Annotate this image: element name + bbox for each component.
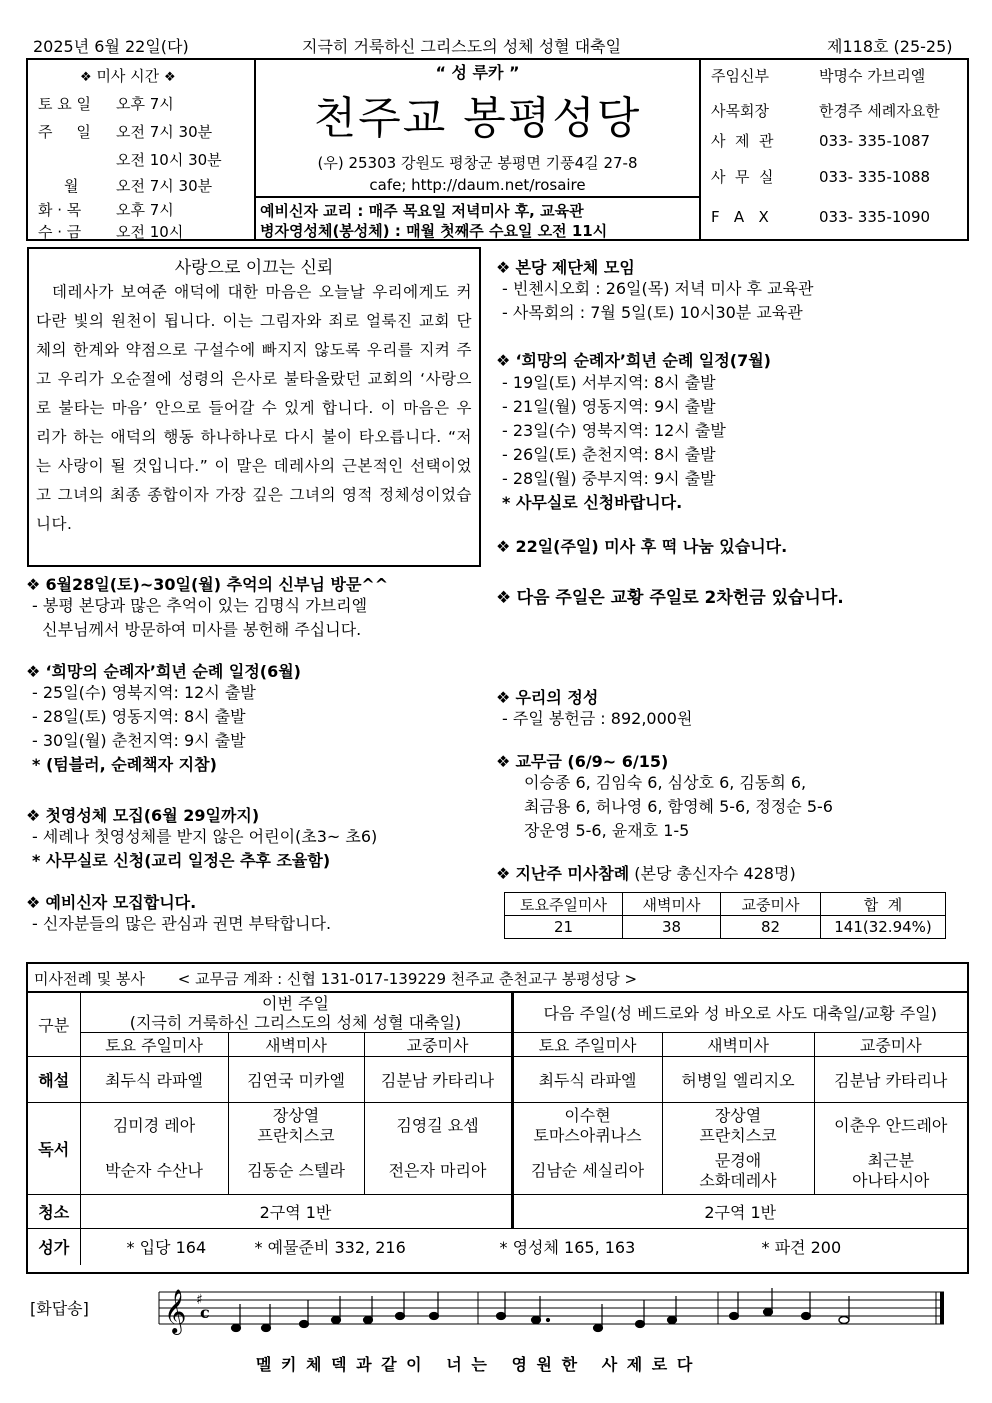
reflection-title: 사랑으로 이끄는 신뢰 xyxy=(174,258,334,278)
diamond-icon: ❖ xyxy=(496,688,516,707)
table-cell: 최근분 아나타시아 xyxy=(814,1149,967,1195)
contact-row: 사목회장 한경주 세례자요한 xyxy=(711,102,940,120)
notice-line: 이승종 6, 김임숙 6, 심상호 6, 김동희 6, xyxy=(524,773,807,792)
diamond-icon: ❖ xyxy=(80,70,92,85)
table-header: 토요 주일미사 xyxy=(80,1033,228,1057)
notice-title: ❖ ‘희망의 순례자’희년 순례 일정(6월) xyxy=(26,662,301,681)
notice-line: - 25일(수) 영북지역: 12시 출발 xyxy=(32,683,256,702)
table-header: 새벽미사 xyxy=(662,1033,814,1057)
music-staff xyxy=(156,1280,956,1344)
notice-line: - 26일(토) 춘천지역: 8시 출발 xyxy=(502,445,716,464)
mass-row: 오전 10시 30분 xyxy=(116,151,222,169)
diamond-icon: ❖ xyxy=(496,258,516,277)
catechumen-note: 예비신자 교리 : 매주 목요일 저녁미사 후, 교육관 xyxy=(260,202,584,220)
svg-text:♯: ♯ xyxy=(196,1292,203,1308)
issue-number: 제118호 (25-25) xyxy=(827,37,953,56)
notice-line: 신부님께서 방문하여 미사를 봉헌해 주십니다. xyxy=(32,620,362,639)
diamond-icon: ❖ xyxy=(26,575,46,594)
table-cell: 장상열 프란치스코 xyxy=(228,1103,364,1149)
svg-text:𝄞: 𝄞 xyxy=(164,1289,187,1333)
notice-title: ❖ 교무금 (6/9~ 6/15) xyxy=(496,752,669,771)
notice-line: - 19일(토) 서부지역: 8시 출발 xyxy=(502,373,716,392)
diamond-icon: ❖ xyxy=(26,662,46,681)
table-cell: 장상열 프란치스코 xyxy=(662,1103,814,1149)
contacts-panel xyxy=(699,60,969,239)
table-row xyxy=(28,1103,967,1149)
parish-cafe-link[interactable]: cafe; http://daum.net/rosaire xyxy=(369,176,586,194)
notice-title: ❖ 우리의 정성 xyxy=(496,688,599,707)
table-header: 새벽미사 xyxy=(623,893,721,916)
notice-title: ❖ ‘희망의 순례자’희년 순례 일정(7월) xyxy=(496,351,771,370)
table-cell: 2구역 1반 xyxy=(80,1195,512,1229)
header-box xyxy=(26,58,969,241)
table-cell: 2구역 1반 xyxy=(512,1195,967,1229)
parish-address: (우) 25303 강원도 평창군 봉평면 기풍4길 27-8 xyxy=(317,154,638,172)
contact-row: 사 제 관 033- 335-1087 xyxy=(711,132,931,150)
mass-row: 화 · 목 오후 7시 xyxy=(38,201,174,219)
mass-times-panel xyxy=(28,60,256,239)
table-row xyxy=(28,1033,967,1057)
notice-title: ❖ 예비신자 모집합니다. xyxy=(26,893,197,912)
notice-bold-line: * 사무실로 신청(교리 일정은 추후 조율함) xyxy=(32,851,331,870)
table-header: 토요주일미사 xyxy=(505,893,623,916)
notice-line: - 주일 봉헌금 : 892,000원 xyxy=(502,709,693,728)
table-row xyxy=(505,916,946,939)
notice-bold-line: * (텀블러, 순례책자 지참) xyxy=(32,755,217,774)
table-header: 다음 주일(성 베드로와 성 바오로 사도 대축일/교황 주일) xyxy=(512,993,967,1033)
table-cell: 박순자 수산나 xyxy=(80,1149,228,1195)
diamond-icon: ❖ xyxy=(496,537,516,556)
notice-line: - 30일(월) 춘천지역: 9시 출발 xyxy=(32,731,246,750)
table-header: 구분 xyxy=(28,993,80,1057)
mass-row: 토 요 일 오후 7시 xyxy=(38,95,174,113)
parish-name: 천주교 봉평성당 xyxy=(313,93,642,144)
table-header: 교중미사 xyxy=(814,1033,967,1057)
table-cell: 허병일 엘리지오 xyxy=(662,1057,814,1103)
diamond-icon: ❖ xyxy=(496,588,517,608)
notice-line: - 세례나 첫영성체를 받지 않은 어린이(초3~ 초6) xyxy=(32,827,378,846)
notice-line: - 28일(월) 중부지역: 9시 출발 xyxy=(502,469,716,488)
reflection-box xyxy=(27,247,481,567)
table-header: 새벽미사 xyxy=(228,1033,364,1057)
sick-communion-note: 병자영성체(봉성체) : 매월 첫째주 수요일 오전 11시 xyxy=(260,222,608,240)
table-cell: 김연국 미카엘 xyxy=(228,1057,364,1103)
notice-line: - 21일(월) 영동지역: 9시 출발 xyxy=(502,397,716,416)
notice-line: 최금용 6, 허나영 6, 함영혜 5-6, 정정순 5-6 xyxy=(524,797,833,816)
notice-bold-line: * 사무실로 신청바랍니다. xyxy=(502,493,683,512)
notice-line: - 28일(토) 영동지역: 8시 출발 xyxy=(32,707,246,726)
patron-saint: “ 성 루카 ” xyxy=(435,63,520,82)
table-cell: 문경애 소화데레사 xyxy=(662,1149,814,1195)
table-cell: 38 xyxy=(623,916,721,939)
table-row xyxy=(28,1195,967,1229)
mass-row: 주 일 오전 7시 30분 xyxy=(38,123,213,141)
table-cell: 이춘우 안드레아 xyxy=(814,1103,967,1149)
diamond-icon: ❖ xyxy=(496,351,516,370)
table-cell: 김미경 레아 xyxy=(80,1103,228,1149)
table-header: 토요 주일미사 xyxy=(512,1033,662,1057)
diamond-icon: ❖ xyxy=(496,752,516,771)
diamond-icon: ❖ xyxy=(163,70,176,85)
table-row xyxy=(28,1149,967,1195)
responsorial-label: [화답송] xyxy=(30,1299,89,1318)
notes-box xyxy=(256,196,699,241)
notice-line: - 봉평 본당과 많은 추억이 있는 김명식 가브리엘 xyxy=(32,596,368,615)
table-header: 청소 xyxy=(28,1195,80,1229)
table-cell: 김분남 카타리나 xyxy=(364,1057,512,1103)
service-table-box xyxy=(26,962,969,1274)
table-header: 교중미사 xyxy=(721,893,821,916)
table-cell: 김남순 세실리아 xyxy=(512,1149,662,1195)
table-cell: 전은자 마리아 xyxy=(364,1149,512,1195)
table-cell: 이수현 토마스아퀴나스 xyxy=(512,1103,662,1149)
notice-title: ❖ 다음 주일은 교황 주일로 2차헌금 있습니다. xyxy=(496,588,844,608)
reflection-body: 데레사가 보여준 애덕에 대한 마음은 오늘날 우리에게도 커다란 빛의 원천이 됩니다. 이는 그림자와 죄로 얼룩진 교회 단체의 한계와 약점으로 구설수에 빠지지 않도록 우리를 지켜 주고 우리가 오순절에 성령의 은사로 불타올랐던 교회의 ‘사랑으로 불타는 마음’ 안으로 들어갈 수 있게 합니다. 이 마음은 우리가 하는 애덕의 행동 하나하나로 다시 불이 타오릅니다. “저는 사랑이 될 것입니다.” 이 말은 데레사의 근본적인 선택이었고 그녀의 최종 종합이자 가장 깊은 그녀의 영적 정체성이었습니다. xyxy=(36,283,472,533)
table-cell: 김동순 스텔라 xyxy=(228,1149,364,1195)
notice-line: - 23일(수) 영북지역: 12시 출발 xyxy=(502,421,726,440)
service-table xyxy=(28,992,967,1265)
notice-title: ❖ 22일(주일) 미사 후 떡 나눔 있습니다. xyxy=(496,537,788,556)
table-row xyxy=(28,1229,967,1265)
attendance-table xyxy=(504,892,946,939)
hymns-cell xyxy=(80,1229,967,1265)
hymn-entrance: * 입당 164 xyxy=(126,1238,207,1258)
mass-row: 월 오전 7시 30분 xyxy=(64,177,213,195)
service-title: 미사전례 및 봉사 xyxy=(34,970,145,988)
table-header: 이번 주일 (지극히 거룩하신 그리스도의 성체 성혈 대축일) xyxy=(80,993,512,1033)
mass-times-title: ❖ 미사 시간 ❖ xyxy=(80,67,176,85)
table-cell: 82 xyxy=(721,916,821,939)
service-title-row xyxy=(28,964,967,992)
notice-title: ❖ 첫영성체 모집(6월 29일까지) xyxy=(26,806,260,825)
notice-line: 장운영 5-6, 윤재호 1-5 xyxy=(524,821,690,840)
mass-row: 수 · 금 오전 10시 xyxy=(38,223,184,241)
notice-line: - 신자분들의 많은 관심과 권면 부탁합니다. xyxy=(32,914,332,933)
table-cell: 141(32.94%) xyxy=(821,916,946,939)
table-header: 교중미사 xyxy=(364,1033,512,1057)
hymn-offertory: * 예물준비 332, 216 xyxy=(254,1238,406,1258)
svg-text:c: c xyxy=(200,1303,210,1322)
table-row xyxy=(28,1057,967,1103)
table-header: 해설 xyxy=(28,1057,80,1103)
table-cell: 최두식 라파엘 xyxy=(80,1057,228,1103)
table-cell: 21 xyxy=(505,916,623,939)
notice-line: - 빈첸시오회 : 26일(목) 저녁 미사 후 교육관 xyxy=(502,279,814,298)
top-line xyxy=(30,34,965,56)
table-header: 합 계 xyxy=(821,893,946,916)
table-cell: 최두식 라파엘 xyxy=(512,1057,662,1103)
diamond-icon: ❖ xyxy=(496,864,516,883)
feast-title: 지극히 거룩하신 그리스도의 성체 성혈 대축일 xyxy=(302,37,622,56)
notice-title: ❖ 6월28일(토)~30일(월) 추억의 신부님 방문^^ xyxy=(26,575,389,594)
account-info: < 교무금 계좌 : 신협 131-017-139229 천주교 춘천교구 봉평성당 > xyxy=(177,970,638,988)
table-cell: 김영길 요셉 xyxy=(364,1103,512,1149)
contact-row: F A X 033- 335-1090 xyxy=(711,208,931,226)
parish-panel xyxy=(256,60,699,239)
hymn-recessional: * 파견 200 xyxy=(761,1238,842,1258)
notice-title: ❖ 지난주 미사참례 (본당 총신자수 428명) xyxy=(496,864,796,883)
table-cell: 김분남 카타리나 xyxy=(814,1057,967,1103)
table-header: 성가 xyxy=(28,1229,80,1265)
diamond-icon: ❖ xyxy=(26,806,46,825)
responsorial-lyrics: 멜 키 체 덱 과 같 이 너 는 영 원 한 사 제 로 다 xyxy=(256,1355,695,1374)
notice-title: ❖ 본당 제단체 모임 xyxy=(496,258,635,277)
table-row xyxy=(28,993,967,1033)
bulletin-date: 2025년 6월 22일(다) xyxy=(33,37,189,56)
table-row xyxy=(505,893,946,916)
diamond-icon: ❖ xyxy=(26,893,46,912)
contact-row: 주임신부 박명수 가브리엘 xyxy=(711,67,926,85)
notice-line: - 사목회의 : 7월 5일(토) 10시30분 교육관 xyxy=(502,303,803,322)
hymn-communion: * 영성체 165, 163 xyxy=(499,1238,636,1258)
contact-row: 사 무 실 033- 335-1088 xyxy=(711,168,931,186)
responsorial-psalm xyxy=(26,1280,986,1390)
table-header: 독서 xyxy=(28,1103,80,1195)
